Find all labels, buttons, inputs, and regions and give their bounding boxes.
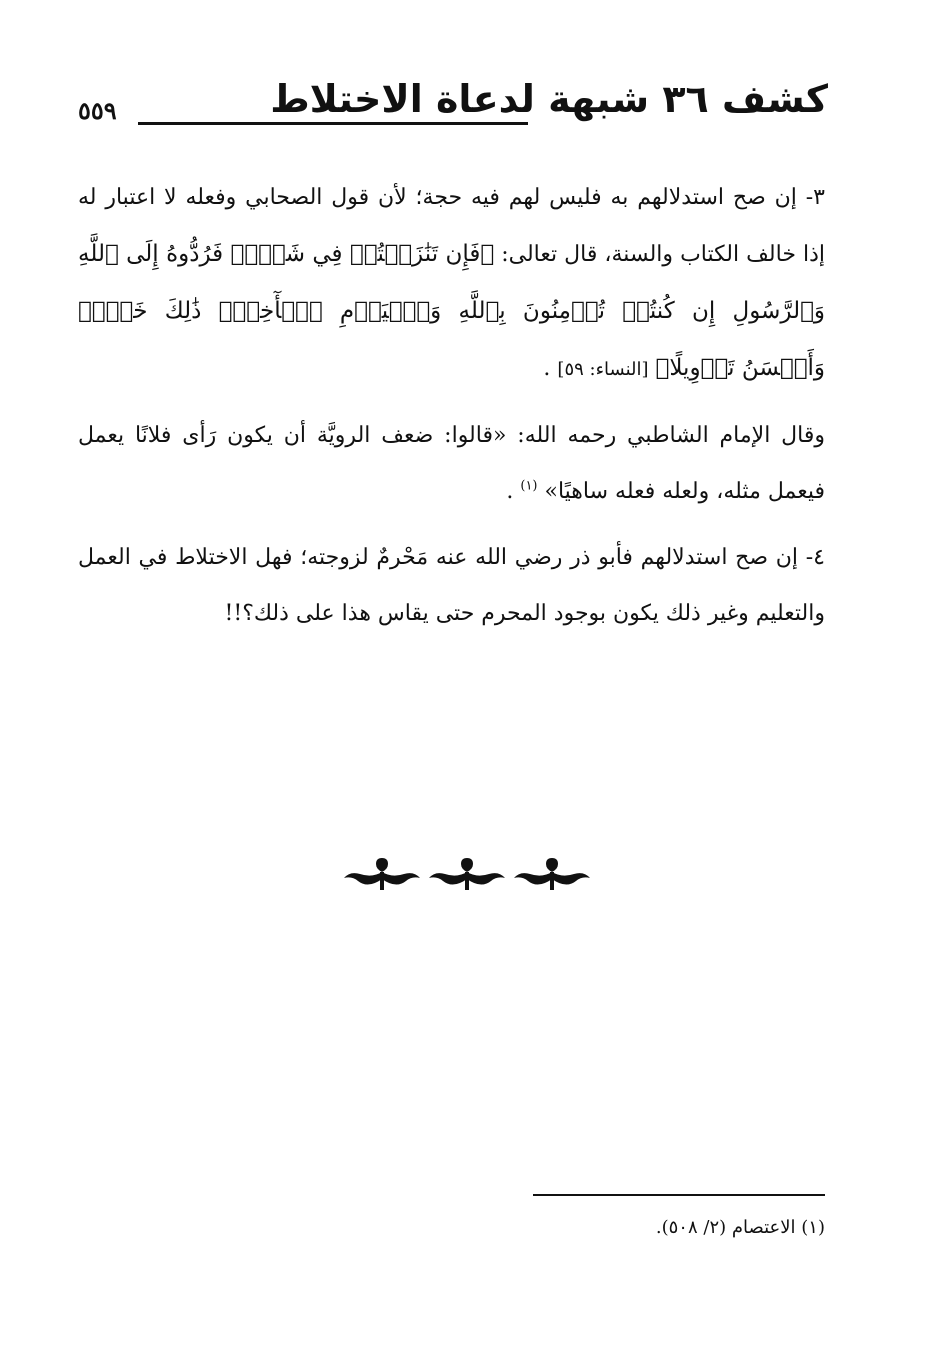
- header-rule: [138, 122, 528, 125]
- footnote-reference[interactable]: (١): [520, 478, 538, 494]
- section-divider-ornament: [0, 850, 933, 894]
- paragraph-text: وقال الإمام الشاطبي رحمه الله: «قالوا: ضعف الرويَّة أن يكون رَأى فلانًا يعمل فيعمل مثله، ولعله فعله ساهيًا»: [78, 423, 825, 504]
- book-title: كشف ٣٦ شبهة لدعاة الاختلاط: [270, 77, 828, 121]
- running-header: [78, 70, 828, 140]
- verse-citation: [النساء: ٥٩]: [557, 359, 649, 380]
- quran-verse: ﴿فَإِن تَنَٰزَعۡتُمۡ فِي شَيۡءٖ فَرُدُّوهُ إِلَى ٱللَّهِ وَٱلرَّسُولِ إِن كُنتُمۡ تُؤۡمِنُونَ بِٱللَّهِ وَٱلۡيَوۡمِ ٱلۡأٓخِرِۚ ذَٰلِكَ خَيۡرٞ وَأَحۡسَنُ تَأۡوِيلًا﴾: [78, 241, 825, 381]
- footnote-separator: [533, 1194, 825, 1196]
- paragraph-text: ٤- إن صح استدلالهم فأبو ذر رضي الله عنه مَحْرمٌ لزوجته؛ فهل الاختلاط في العمل والتعليم وغير ذلك يكون بوجود المحرم حتى يقاس هذا على ذلك؟!!: [78, 545, 825, 626]
- paragraph-shatibi-quote: [78, 408, 825, 520]
- page-body: [78, 170, 825, 652]
- paragraph-point-3: [78, 170, 825, 398]
- paragraph-end: .: [506, 479, 514, 504]
- fleuron-ornament-icon: [342, 850, 592, 894]
- page-number: ٥٥٩: [78, 96, 117, 125]
- paragraph-end: .: [543, 356, 551, 381]
- footnote: (١) الاعتصام (٢/ ٥٠٨).: [655, 1217, 825, 1238]
- paragraph-text: ٣- إن صح استدلالهم به فليس لهم فيه حجة؛ لأن قول الصحابي وفعله لا اعتبار له إذا خالف الكتاب والسنة، قال تعالى:: [78, 185, 825, 267]
- paragraph-point-4: [78, 530, 825, 642]
